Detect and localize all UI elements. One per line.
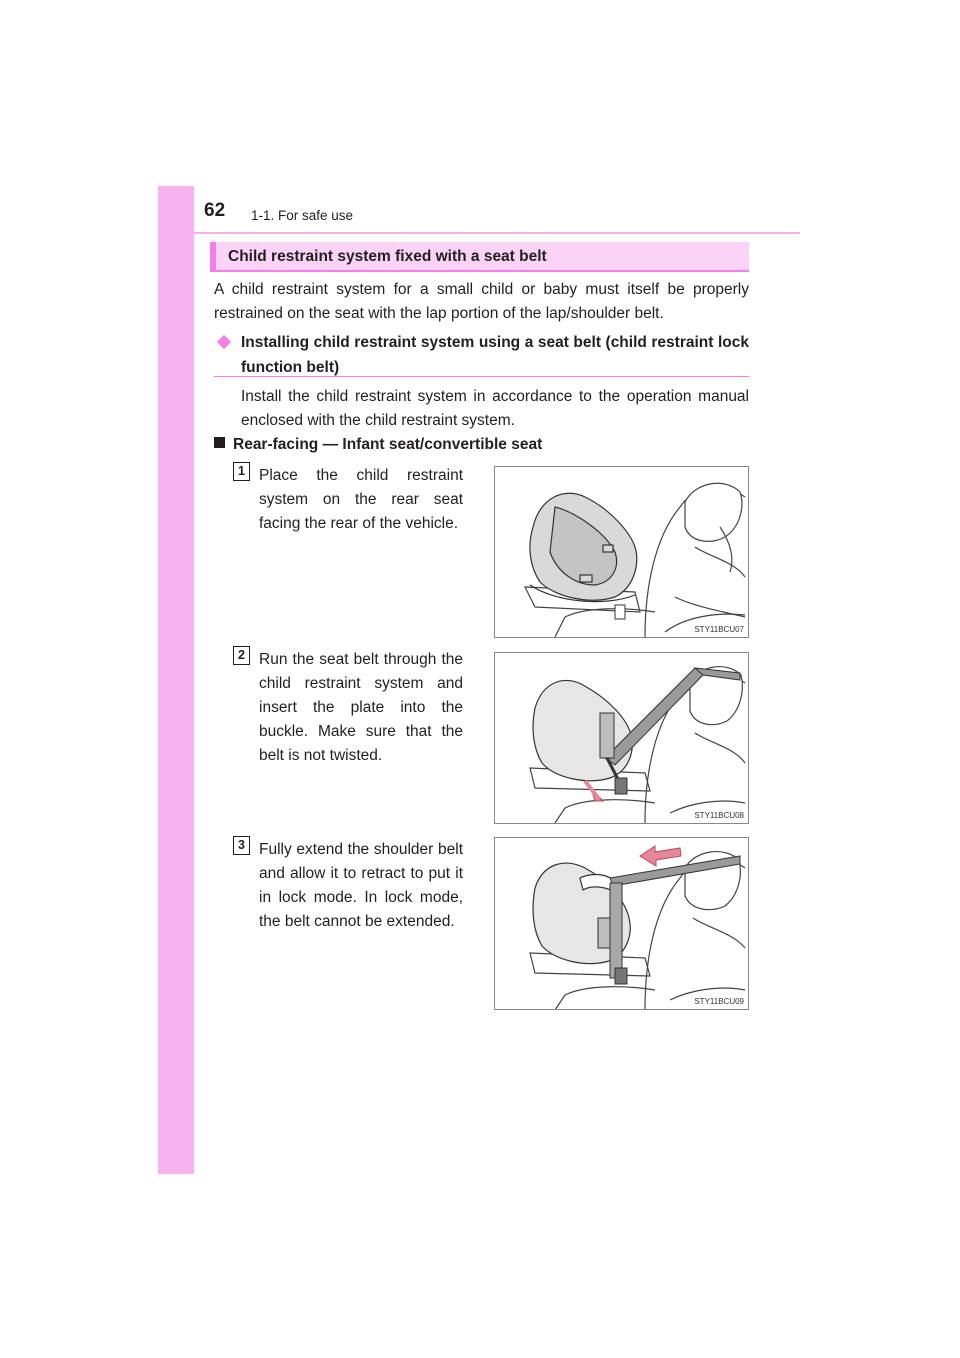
step-3-text: Fully extend the shoulder belt and allow it to retract to put it in lock mode. In lock mode, the belt cannot be extended.: [259, 841, 463, 930]
step-1-figure: [494, 466, 749, 638]
step-3-figure: [494, 837, 749, 1010]
subheading: Installing child restraint system using a seat belt (child restraint lock function belt): [241, 334, 749, 376]
intro-paragraph: A child restraint system for a small child or baby must itself be properly restrained on the seat with the lap portion of the lap/shoulder belt.: [214, 281, 749, 322]
step-1-badge: 1: [233, 462, 250, 481]
chapter-sidebar-tab: [158, 186, 194, 1174]
header-rule: [194, 232, 800, 234]
section-reference: 1-1. For safe use: [251, 208, 354, 223]
infant-seat-placed-illustration: [495, 467, 749, 638]
diamond-bullet-icon: [217, 335, 231, 349]
shoulder-belt-extend-illustration: [495, 838, 749, 1010]
step-2-figure: [494, 652, 749, 824]
subheading-block: [214, 330, 749, 380]
step-3-figure-code: STY11BCU09: [694, 997, 744, 1006]
seat-belt-routing-illustration: [495, 653, 749, 824]
square-bullet-icon: [214, 437, 225, 448]
rear-facing-heading: Rear-facing — Infant seat/convertible seat: [233, 436, 543, 453]
step-2-badge: 2: [233, 646, 250, 665]
rear-facing-heading-block: [214, 436, 542, 454]
step-2-figure-code: STY11BCU08: [694, 811, 744, 820]
section-heading-bar: [210, 242, 749, 272]
step-1-figure-code: STY11BCU07: [694, 625, 744, 634]
step-1-text: Place the child restraint system on the rear seat facing the rear of the vehicle.: [259, 467, 463, 532]
subheading-rule: [214, 376, 749, 377]
section-heading: Child restraint system fixed with a seat belt: [228, 248, 547, 265]
install-note: Install the child restraint system in accordance to the operation manual enclosed with the child restraint system.: [241, 388, 749, 429]
step-3-badge: 3: [233, 836, 250, 855]
page-number: 62: [204, 200, 226, 221]
step-2-text: Run the seat belt through the child restraint system and insert the plate into the buckle. Make sure that the belt is not twisted.: [259, 651, 463, 764]
